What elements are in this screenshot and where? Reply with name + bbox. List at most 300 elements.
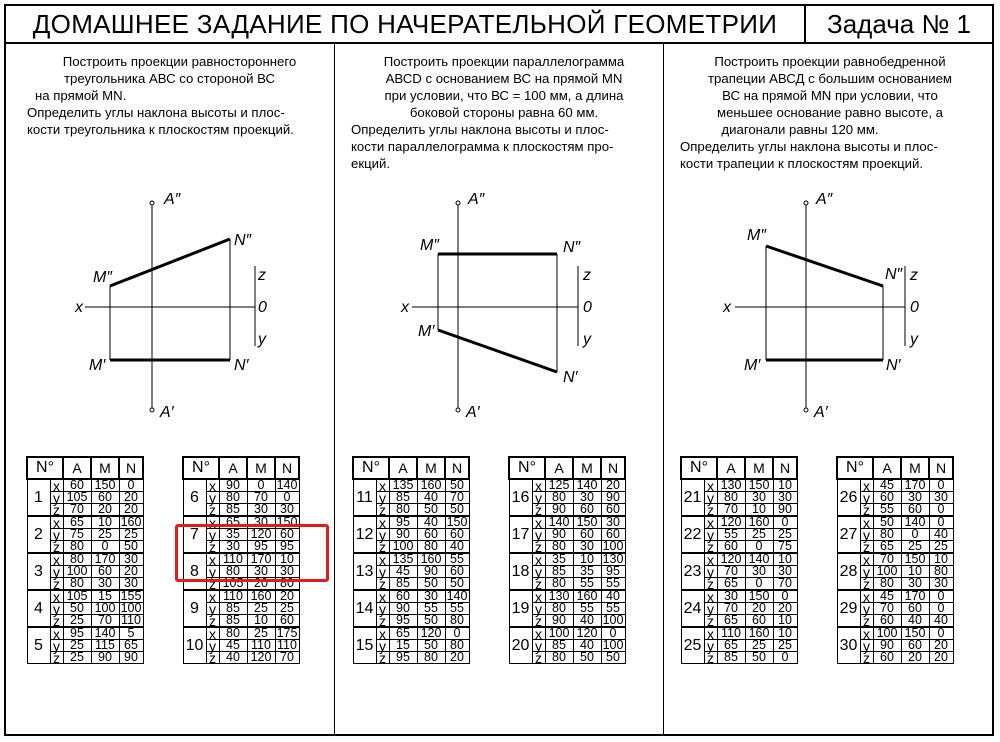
coord-cell: 110 (275, 640, 299, 652)
coord-cell: 30 (247, 566, 275, 578)
variant-number: 12 (353, 516, 376, 553)
coord-cell: 90 (545, 615, 573, 628)
coord-cell: 20 (929, 640, 953, 652)
desc-line: кости параллелограмма к плоскостям про- (351, 139, 614, 154)
coord-cell: 55 (601, 578, 625, 591)
coord-cell: 25 (63, 640, 91, 652)
coord-cell: 40 (417, 492, 445, 504)
coord-cell: 30 (417, 590, 445, 603)
variant-number: 8 (183, 553, 206, 590)
coord-cell: 10 (275, 553, 299, 566)
coord-cell: 120 (417, 627, 445, 640)
column-divider (334, 44, 335, 736)
label-n2: N″ (234, 232, 252, 249)
header-n: N (601, 457, 625, 479)
label-z: z (583, 267, 591, 284)
coord-cell: 160 (745, 627, 773, 640)
label-n1: N′ (886, 357, 901, 374)
axis-label: x (704, 627, 717, 640)
coord-cell: 90 (873, 640, 901, 652)
coord-cell: 50 (601, 652, 625, 664)
axis-label: z (704, 578, 717, 591)
coord-cell: 60 (91, 566, 119, 578)
label-n2: N″ (563, 239, 581, 256)
coord-cell: 170 (247, 553, 275, 566)
coord-cell: 15 (91, 590, 119, 603)
axis-label: z (206, 504, 219, 517)
variant-number: 21 (681, 479, 704, 516)
coord-cell: 135 (389, 553, 417, 566)
header-n: N (773, 457, 797, 479)
variant-number: 23 (681, 553, 704, 590)
coord-cell: 90 (389, 603, 417, 615)
coord-cell: 170 (91, 553, 119, 566)
coord-cell: 70 (247, 492, 275, 504)
variant-table-21-25 (680, 456, 798, 664)
label-z: z (258, 267, 266, 284)
coord-cell: 130 (717, 479, 745, 492)
axis-label: z (860, 615, 873, 628)
desc-line: при условии, что ВС = 100 мм, а длина (384, 88, 624, 103)
coord-cell: 20 (773, 603, 797, 615)
axis-label: z (376, 652, 389, 664)
coord-cell: 120 (247, 652, 275, 664)
coord-cell: 80 (219, 492, 247, 504)
coord-cell: 25 (773, 529, 797, 541)
coord-cell: 0 (929, 516, 953, 529)
coord-cell: 0 (773, 590, 797, 603)
coord-cell: 85 (545, 640, 573, 652)
label-n1: N′ (563, 369, 578, 386)
coord-cell: 90 (545, 504, 573, 517)
coord-cell: 120 (573, 627, 601, 640)
coord-cell: 60 (745, 615, 773, 628)
coord-cell: 25 (745, 640, 773, 652)
header-n: N (445, 457, 469, 479)
coord-cell: 10 (773, 627, 797, 640)
coord-cell: 160 (417, 479, 445, 492)
coord-cell: 65 (717, 578, 745, 591)
coord-cell: 150 (573, 516, 601, 529)
desc-line: боковой стороны равна 60 мм. (409, 105, 599, 120)
axis-label: x (206, 516, 219, 529)
axis-label: x (50, 479, 63, 492)
axis-label: y (532, 603, 545, 615)
coord-cell: 80 (717, 492, 745, 504)
axis-label: y (50, 640, 63, 652)
coord-cell: 100 (602, 613, 624, 627)
label-x: x (401, 299, 409, 316)
coord-cell: 20 (247, 578, 275, 591)
table-row (183, 479, 299, 492)
coord-cell: 60 (275, 615, 299, 628)
coord-cell: 30 (745, 566, 773, 578)
coord-cell: 50 (417, 504, 445, 517)
task-number: Задача № 1 (806, 6, 992, 44)
axis-label: x (860, 590, 873, 603)
coord-cell: 50 (63, 603, 91, 615)
variant-number: 11 (353, 479, 376, 516)
axis-label: x (376, 479, 389, 492)
coord-cell: 45 (389, 566, 417, 578)
axis-label: y (532, 492, 545, 504)
label-x: x (723, 299, 731, 316)
coord-cell: 40 (929, 529, 953, 541)
coord-cell: 55 (445, 603, 469, 615)
coord-cell: 160 (247, 590, 275, 603)
variant-number: 20 (509, 627, 532, 664)
coord-cell: 100 (91, 603, 119, 615)
coord-cell: 160 (417, 553, 445, 566)
axis-label: y (860, 492, 873, 504)
coord-cell: 50 (573, 652, 601, 664)
axis-label: y (532, 529, 545, 541)
variant-number: 4 (27, 590, 50, 627)
axis-label: x (532, 516, 545, 529)
coord-cell: 50 (445, 479, 469, 492)
axis-label: z (860, 541, 873, 554)
coord-cell: 10 (745, 504, 773, 517)
coord-cell: 0 (929, 590, 953, 603)
coord-cell: 40 (219, 652, 247, 664)
coord-cell: 0 (275, 492, 299, 504)
coord-cell: 70 (717, 504, 745, 517)
header-m: M (91, 457, 119, 479)
coord-cell: 25 (773, 640, 797, 652)
coord-cell: 120 (717, 553, 745, 566)
axis-label: y (206, 529, 219, 541)
axis-label: y (376, 566, 389, 578)
coord-cell: 0 (929, 627, 953, 640)
coord-cell: 75 (63, 529, 91, 541)
coord-cell: 50 (873, 516, 901, 529)
coord-cell: 60 (573, 529, 601, 541)
header-no: N° (681, 457, 717, 479)
coord-cell: 0 (773, 516, 797, 529)
coord-cell: 30 (275, 504, 299, 517)
axis-label: y (704, 603, 717, 615)
coord-cell: 0 (91, 541, 119, 554)
coord-cell: 30 (247, 516, 275, 529)
coord-cell: 60 (873, 652, 901, 664)
coord-cell: 30 (119, 553, 143, 566)
axis-label: z (532, 652, 545, 664)
axis-label: y (532, 640, 545, 652)
axis-label: y (376, 492, 389, 504)
coord-cell: 25 (275, 603, 299, 615)
coord-cell: 25 (745, 529, 773, 541)
label-a2: A″ (468, 191, 485, 208)
coord-cell: 90 (219, 479, 247, 492)
variant-number: 27 (837, 516, 860, 553)
coord-cell: 50 (445, 578, 469, 591)
axis-label: y (704, 492, 717, 504)
coord-cell: 70 (717, 566, 745, 578)
coord-cell: 30 (573, 492, 601, 504)
coord-cell: 125 (545, 479, 573, 492)
coord-cell: 65 (119, 640, 143, 652)
axis-label: y (860, 640, 873, 652)
axis-label: y (376, 640, 389, 652)
coord-cell: 90 (389, 529, 417, 541)
coord-cell: 80 (545, 492, 573, 504)
coord-cell: 80 (219, 566, 247, 578)
axis-label: z (376, 615, 389, 628)
variant-number: 16 (509, 479, 532, 516)
desc-line: ВС на прямой MN при условии, что (722, 88, 938, 103)
header-a: A (717, 457, 745, 479)
label-zero: 0 (258, 299, 267, 316)
coord-cell: 150 (901, 627, 929, 640)
coord-cell: 95 (63, 627, 91, 640)
axis-label: y (206, 603, 219, 615)
axis-label: z (860, 652, 873, 664)
axis-label: z (50, 652, 63, 664)
coord-cell: 20 (601, 479, 625, 492)
coord-cell: 105 (219, 578, 247, 591)
variant-number: 28 (837, 553, 860, 590)
label-a2: A″ (164, 191, 181, 208)
coord-cell: 80 (63, 578, 91, 591)
axis-label: z (704, 541, 717, 554)
coord-cell: 110 (219, 590, 247, 603)
coord-cell: 0 (745, 578, 773, 591)
label-n1: N′ (234, 357, 249, 374)
coord-cell: 0 (119, 479, 143, 492)
axis-label: y (860, 566, 873, 578)
coord-cell: 30 (573, 541, 601, 554)
desc-line: диагонали равны 120 мм. (721, 122, 879, 137)
coord-cell: 25 (119, 529, 143, 541)
coord-cell: 120 (247, 529, 275, 541)
coord-cell: 85 (717, 652, 745, 664)
variant-number: 26 (837, 479, 860, 516)
coord-cell: 20 (119, 566, 143, 578)
axis-label: z (860, 578, 873, 591)
label-m2: M″ (420, 237, 439, 254)
axis-label: y (704, 640, 717, 652)
label-x: x (75, 299, 83, 316)
coord-cell: 50 (445, 504, 469, 517)
variant-number: 17 (509, 516, 532, 553)
axis-label: z (532, 541, 545, 554)
desc-line: Определить углы наклона высоты и плос- (680, 139, 938, 154)
coord-cell: 40 (573, 640, 601, 652)
coord-cell: 30 (219, 541, 247, 554)
header-a: A (63, 457, 91, 479)
coord-cell: 80 (545, 603, 573, 615)
coord-cell: 85 (389, 492, 417, 504)
coord-cell: 10 (929, 553, 953, 566)
variant-number: 1 (27, 479, 50, 516)
coord-cell: 85 (545, 566, 573, 578)
coord-cell: 25 (91, 529, 119, 541)
coord-cell: 80 (63, 541, 91, 554)
axis-label: z (376, 541, 389, 554)
coord-cell: 30 (773, 566, 797, 578)
coord-cell: 10 (573, 553, 601, 566)
coord-cell: 20 (445, 652, 469, 664)
variant-table-11-15 (352, 456, 470, 664)
coord-cell: 70 (873, 553, 901, 566)
coord-cell: 110 (717, 627, 745, 640)
desc-line: треугольника АВС со стороной ВС (63, 71, 276, 86)
header-no: N° (27, 457, 63, 479)
variant-number: 14 (353, 590, 376, 627)
coord-cell: 20 (901, 652, 929, 664)
coord-cell: 170 (901, 479, 929, 492)
axis-label: y (50, 603, 63, 615)
coord-cell: 150 (446, 515, 468, 529)
header-m: M (417, 457, 445, 479)
variant-number: 15 (353, 627, 376, 664)
coord-cell: 25 (929, 541, 953, 554)
coord-cell: 130 (545, 590, 573, 603)
axis-label: x (704, 590, 717, 603)
coord-cell: 70 (91, 615, 119, 628)
variant-table-16-20 (508, 456, 626, 664)
coord-cell: 130 (602, 552, 624, 566)
axis-label: x (376, 553, 389, 566)
page-title: ДОМАШНЕЕ ЗАДАНИЕ ПО НАЧЕРАТЕЛЬНОЙ ГЕОМЕТРИИ (6, 6, 806, 44)
header-a: A (873, 457, 901, 479)
axis-label: x (860, 553, 873, 566)
axis-label: y (532, 566, 545, 578)
coord-cell: 100 (545, 627, 573, 640)
axis-label: x (532, 479, 545, 492)
coord-cell: 60 (873, 615, 901, 628)
coord-cell: 0 (929, 603, 953, 615)
coord-cell: 95 (601, 566, 625, 578)
desc-line: Определить углы наклона высоты и плос- (27, 105, 285, 120)
coord-cell: 30 (901, 492, 929, 504)
coord-cell: 40 (929, 615, 953, 628)
coord-cell: 100 (873, 566, 901, 578)
axis-label: y (376, 603, 389, 615)
coord-cell: 45 (873, 479, 901, 492)
axis-label: z (206, 652, 219, 664)
coord-cell: 80 (63, 553, 91, 566)
header-m: M (745, 457, 773, 479)
coord-cell: 100 (873, 627, 901, 640)
coord-cell: 65 (717, 615, 745, 628)
header-a: A (389, 457, 417, 479)
label-zero: 0 (910, 299, 919, 316)
coord-cell: 85 (219, 603, 247, 615)
coord-cell: 20 (745, 603, 773, 615)
coord-cell: 65 (717, 640, 745, 652)
header-m: M (573, 457, 601, 479)
coord-cell: 10 (91, 516, 119, 529)
desc-line: екций. (351, 156, 391, 171)
coord-cell: 95 (389, 615, 417, 628)
axis-label: x (206, 479, 219, 492)
coord-cell: 60 (275, 529, 299, 541)
desc-line: меньшее основание равно высоте, а (717, 105, 943, 120)
coord-cell: 30 (717, 590, 745, 603)
coord-cell: 80 (445, 615, 469, 628)
coord-cell: 80 (445, 640, 469, 652)
coord-cell: 95 (275, 541, 299, 554)
coord-cell: 10 (901, 566, 929, 578)
coord-cell: 110 (219, 553, 247, 566)
coord-cell: 60 (601, 504, 625, 517)
label-a1: A′ (466, 404, 480, 421)
coord-cell: 85 (389, 578, 417, 591)
coord-cell: 55 (417, 603, 445, 615)
coord-cell: 40 (445, 541, 469, 554)
label-y: y (258, 331, 266, 348)
coord-cell: 65 (389, 627, 417, 640)
coord-cell: 80 (275, 578, 299, 591)
problem-description-3 (680, 53, 980, 172)
header-no: N° (837, 457, 873, 479)
coord-cell: 70 (773, 578, 797, 591)
coord-cell: 80 (929, 566, 953, 578)
coord-cell: 50 (119, 541, 143, 554)
coord-cell: 20 (119, 504, 143, 517)
desc-line: на прямой MN. (35, 88, 127, 103)
coord-cell: 70 (275, 652, 299, 664)
axis-label: z (50, 578, 63, 591)
coord-cell: 35 (219, 529, 247, 541)
variant-number: 7 (183, 516, 206, 553)
coord-cell: 85 (219, 504, 247, 517)
axis-label: z (704, 652, 717, 664)
coord-cell: 85 (219, 615, 247, 628)
coord-cell: 0 (601, 627, 625, 640)
variant-number: 3 (27, 553, 50, 590)
axis-label: x (50, 627, 63, 640)
problem-description-2 (351, 53, 657, 172)
coord-cell: 40 (901, 615, 929, 628)
coord-cell: 0 (773, 652, 797, 664)
coord-cell: 60 (63, 479, 91, 492)
axis-label: x (206, 627, 219, 640)
coord-cell: 100 (63, 566, 91, 578)
axis-label: x (860, 627, 873, 640)
coord-cell: 150 (745, 479, 773, 492)
label-n2: N″ (885, 266, 903, 283)
axis-label: z (206, 578, 219, 591)
coord-cell: 30 (773, 492, 797, 504)
coord-cell: 55 (573, 578, 601, 591)
coord-cell: 25 (63, 615, 91, 628)
variant-number: 10 (183, 627, 206, 664)
coord-cell: 90 (119, 652, 143, 664)
header-no: N° (509, 457, 545, 479)
coord-cell: 50 (417, 578, 445, 591)
axis-label: x (206, 590, 219, 603)
coord-cell: 95 (247, 541, 275, 554)
axis-label: y (704, 529, 717, 541)
coord-cell: 80 (545, 578, 573, 591)
coord-cell: 50 (417, 640, 445, 652)
coord-cell: 60 (389, 590, 417, 603)
label-a1: A′ (814, 404, 828, 421)
coord-cell: 70 (873, 603, 901, 615)
header-n: N (275, 457, 299, 479)
coord-cell: 60 (601, 529, 625, 541)
coord-cell: 10 (773, 479, 797, 492)
coord-cell: 10 (773, 553, 797, 566)
coord-cell: 175 (276, 626, 298, 640)
coord-cell: 140 (745, 553, 773, 566)
coord-cell: 30 (247, 504, 275, 517)
variant-table-1-5 (26, 456, 144, 664)
coord-cell: 50 (417, 615, 445, 628)
desc-line: трапеции АВСД с большим основанием (708, 71, 952, 86)
